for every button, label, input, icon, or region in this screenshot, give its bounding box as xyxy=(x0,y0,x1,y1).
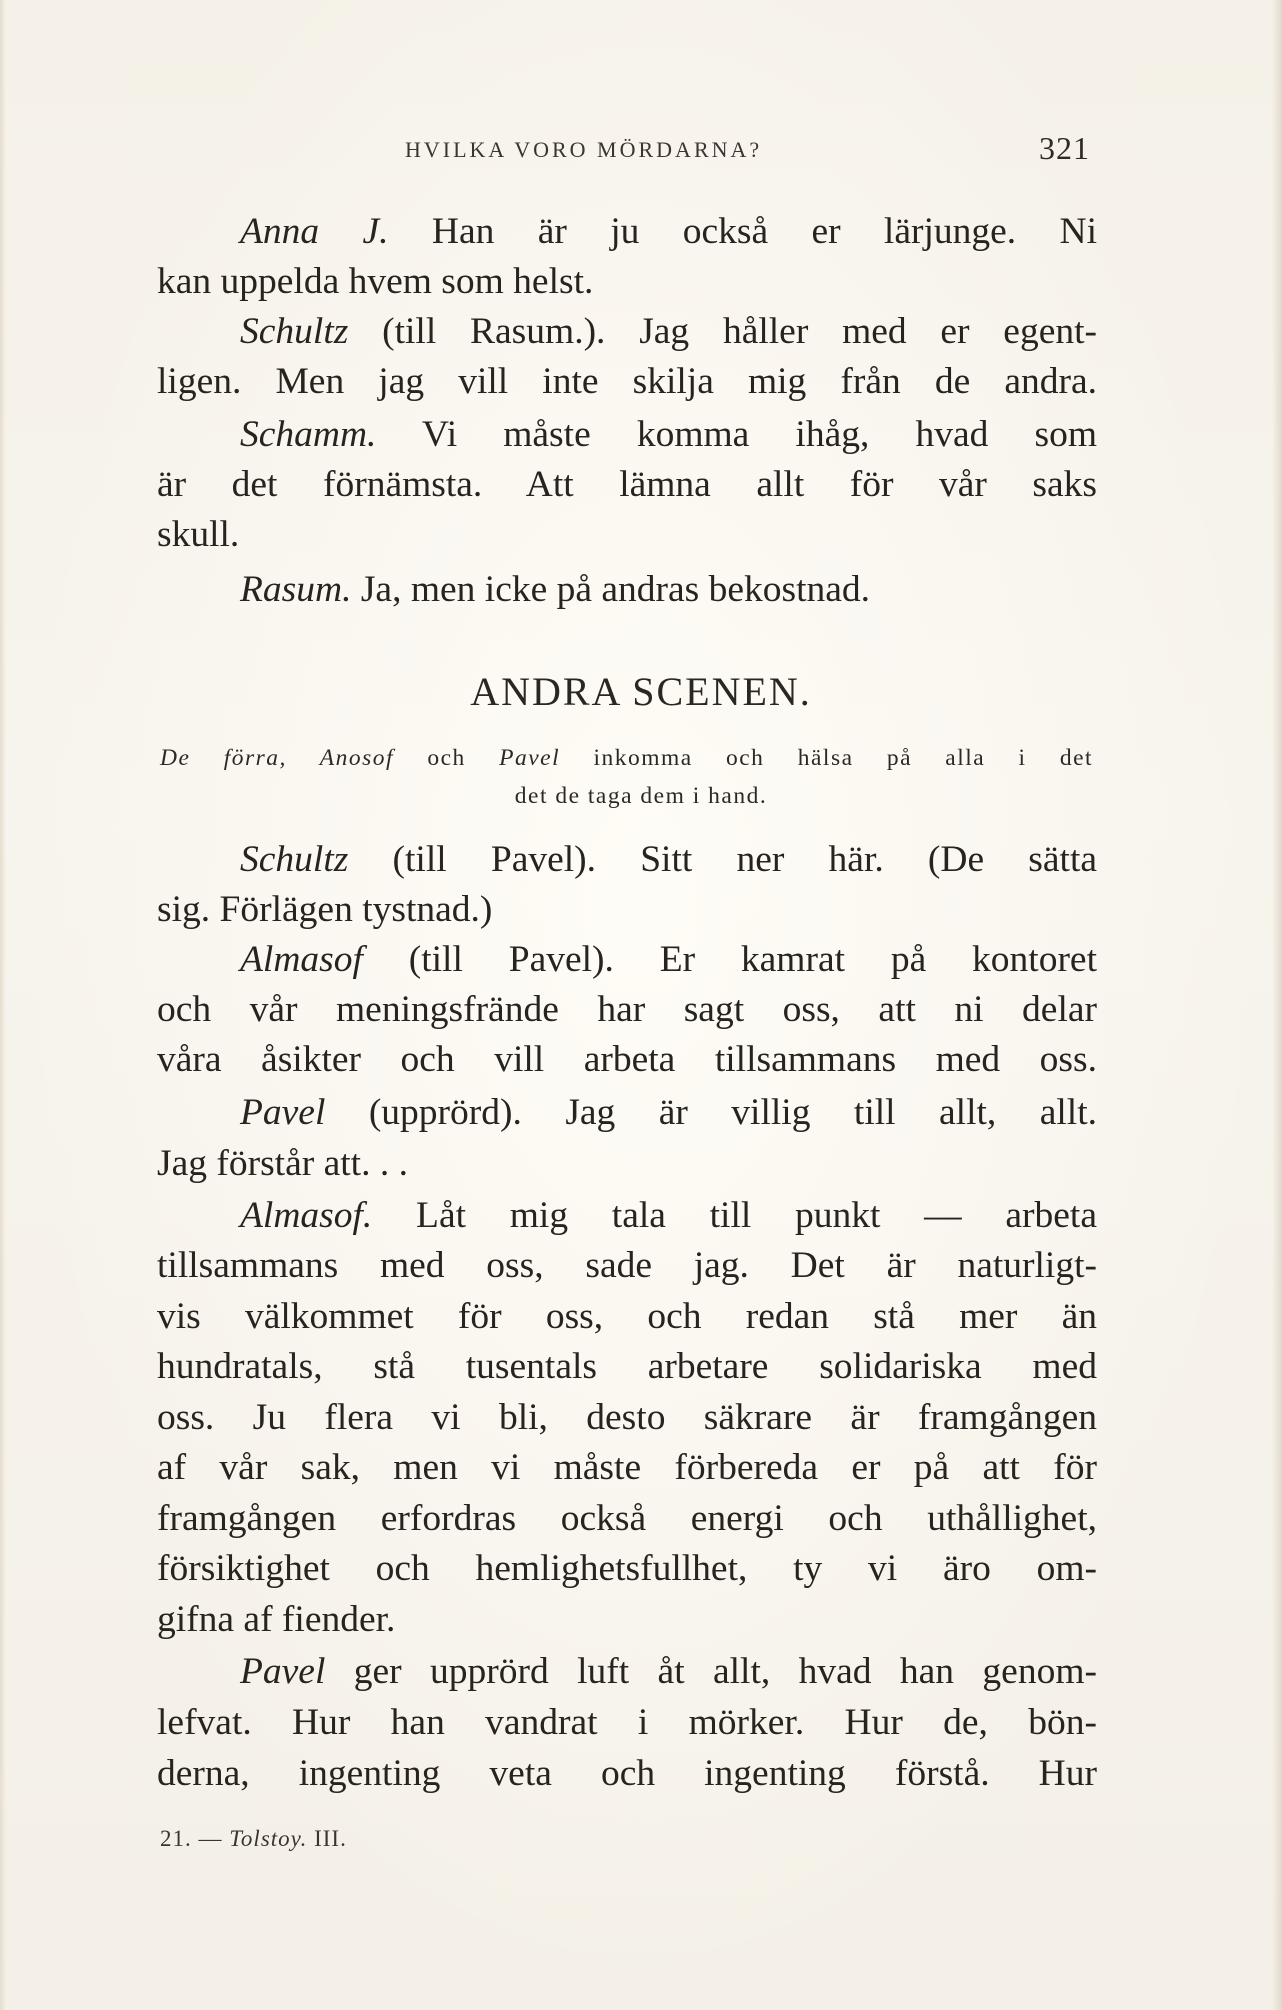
text-line: derna, ingenting veta och ingenting förstå. Hur xyxy=(157,1753,1097,1794)
text-line xyxy=(240,1192,1097,1240)
text-line xyxy=(240,936,1097,984)
page-edge-right xyxy=(1272,0,1282,2010)
scene-heading: ANDRA SCENEN. xyxy=(470,669,812,714)
text-line xyxy=(240,208,1097,256)
stage-direction: det de taga dem i hand. xyxy=(514,783,768,809)
dialogue-text: Ja, men icke på andras bekostnad. xyxy=(360,569,871,610)
text-line: tillsammans med oss, sade jag. Det är naturligt- xyxy=(157,1245,1097,1286)
dialogue-text: (till Pavel). Er kamrat på kontoret xyxy=(408,939,1097,980)
signature-dash: — xyxy=(198,1826,223,1851)
signature-mark xyxy=(160,1826,347,1852)
text-line: våra åsikter och vill arbeta tillsammans med oss. xyxy=(157,1039,1097,1080)
text-line: gifna af fiender. xyxy=(157,1599,396,1640)
dialogue-text: Låt mig tala till punkt — arbeta xyxy=(416,1195,1097,1236)
text-line: sig. Förlägen tystnad.) xyxy=(157,889,493,930)
text-line xyxy=(240,566,1097,614)
page-number: 321 xyxy=(1039,130,1090,166)
text-line: af vår sak, men vi måste förbereda er på att för xyxy=(157,1447,1097,1488)
speaker-name: Schultz xyxy=(240,311,349,352)
page-edge-left xyxy=(0,0,6,2010)
text-line: försiktighet och hemlighetsfullhet, ty vi äro om- xyxy=(157,1548,1097,1589)
text-line xyxy=(240,411,1097,459)
dialogue-text: ger upprörd luft åt allt, hvad han genom- xyxy=(353,1651,1097,1692)
speaker-name: Almasof. xyxy=(240,1195,373,1236)
text-line: Jag förstår att. . . xyxy=(157,1143,408,1184)
text-line: skull. xyxy=(157,514,240,555)
text-line: hundratals, stå tusentals arbetare solidariska med xyxy=(157,1346,1097,1387)
text-line: framgången erfordras också energi och uthållighet, xyxy=(157,1498,1097,1539)
speaker-name: Pavel xyxy=(240,1092,326,1133)
stage-italic: Pavel xyxy=(499,745,561,771)
text-line: är det förnämsta. Att lämna allt för vår saks xyxy=(157,464,1097,505)
stage-text: och xyxy=(427,745,466,771)
volume-number: III. xyxy=(314,1826,347,1851)
speaker-name: Schamm. xyxy=(240,414,377,455)
speaker-name: Anna J. xyxy=(240,211,389,252)
text-line: kan uppelda hvem som helst. xyxy=(157,261,594,302)
dialogue-text: Vi måste komma ihåg, hvad som xyxy=(421,414,1097,455)
text-line: oss. Ju flera vi bli, desto säkrare är framgången xyxy=(157,1397,1097,1438)
text-line: ligen. Men jag vill inte skilja mig från de andra. xyxy=(157,361,1097,402)
stage-italic: De förra, Anosof xyxy=(160,745,395,771)
text-line xyxy=(240,836,1097,884)
stage-direction xyxy=(160,740,1093,776)
dialogue-text: Han är ju också er lärjunge. Ni xyxy=(431,211,1098,252)
speaker-name: Almasof xyxy=(240,939,363,980)
text-line: lefvat. Hur han vandrat i mörker. Hur de, bön- xyxy=(157,1702,1097,1743)
text-line: vis välkommet för oss, och redan stå mer än xyxy=(157,1296,1097,1337)
speaker-name: Pavel xyxy=(240,1651,326,1692)
speaker-name: Schultz xyxy=(240,839,349,880)
dialogue-text: (upprörd). Jag är villig till allt, allt. xyxy=(368,1092,1097,1133)
text-line: och vår meningsfrände har sagt oss, att ni delar xyxy=(157,989,1097,1030)
dialogue-text: (till Rasum.). Jag håller med er egent- xyxy=(382,311,1097,352)
speaker-name: Rasum. xyxy=(240,569,352,610)
signature-number: 21. xyxy=(160,1826,192,1851)
stage-text: inkomma och hälsa på alla i det xyxy=(593,745,1094,771)
signature-title: Tolstoy. xyxy=(229,1826,308,1851)
text-line xyxy=(240,308,1097,356)
text-line xyxy=(240,1089,1097,1137)
dialogue-text: (till Pavel). Sitt ner här. (De sätta xyxy=(392,839,1098,880)
running-head: HVILKA VORO MÖRDARNA? xyxy=(405,137,763,162)
text-line xyxy=(240,1648,1097,1696)
